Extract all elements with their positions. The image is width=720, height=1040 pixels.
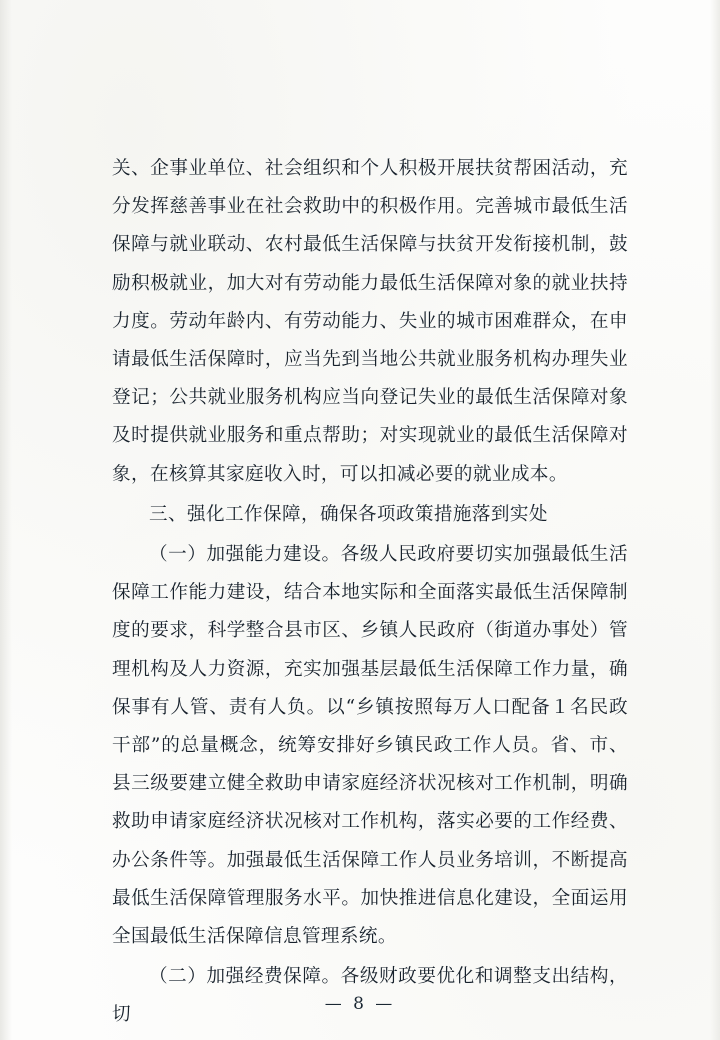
page-left-shadow [0, 0, 12, 1040]
page-number: — 8 — [324, 994, 396, 1014]
page-footer [0, 994, 720, 1014]
page-right-shadow [710, 0, 720, 1040]
paragraph-item-two-funding: （二）加强经费保障。各级财政要优化和调整支出结构，切 [112, 966, 628, 1026]
paragraph-item-one-capacity: （一）加强能力建设。各级人民政府要切实加强最低生活保障工作能力建设，结合本地实际和全面落实最低生活保障制度的要求，科学整合县市区、乡镇人民政府（街道办事处）管理机构及人力资源，充实加强基层最低生活保障工作力量，确保事有人管、责有人负。以“乡镇按照每万人口配备１名民政干部”的总量概念，统筹安排好乡镇民政工作人员。省、市、县三级要建立健全救助申请家庭经济状况核对工作机制，明确救助申请家庭经济状况核对工作机构，落实必要的工作经费、办公条件等。加强最低生活保障工作人员业务培训，不断提高最低生活保障管理服务水平。加快推进信息化建设，全面运用全国最低生活保障信息管理系统。 [112, 544, 628, 948]
paragraph-continued-employment-support: 关、企事业单位、社会组织和个人积极开展扶贫帮困活动，充分发挥慈善事业在社会救助中的积极作用。完善城市最低生活保障与就业联动、农村最低生活保障与扶贫开发衔接机制，鼓励积极就业，加大对有劳动能力最低生活保障对象的就业扶持力度。劳动年龄内、有劳动能力、失业的城市困难群众，在申请最低生活保障时，应当先到当地公共就业服务机构办理失业登记；公共就业服务机构应当向登记失业的最低生活保障对象及时提供就业服务和重点帮助；对实现就业的最低生活保障对象，在核算其家庭收入时，可以扣减必要的就业成本。 [112, 158, 628, 485]
document-body [112, 150, 628, 1035]
paragraph-section-three-heading: 三、强化工作保障，确保各项政策措施落到实处 [149, 503, 548, 525]
